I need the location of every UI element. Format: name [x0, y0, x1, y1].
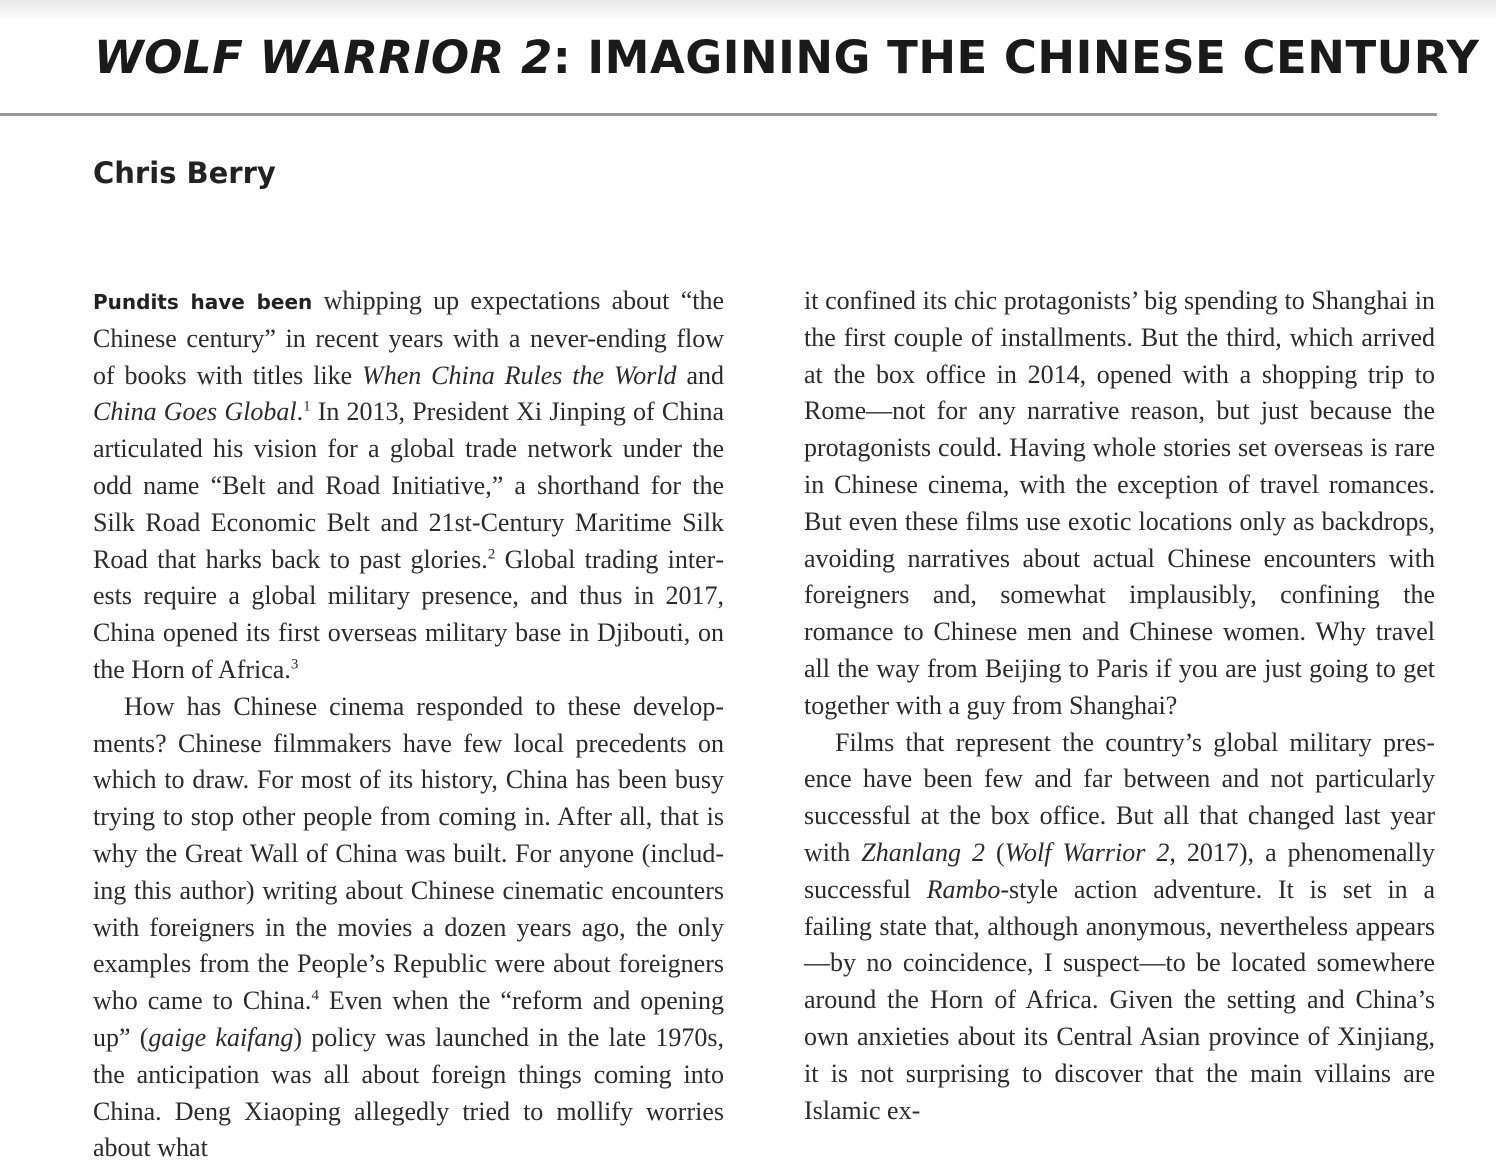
- text-run: ) policy was launched in the late 1970s, the anticipation was all about foreign things coming into China. Deng Xiaoping allegedly tried to mollify worries about what: [93, 1022, 724, 1163]
- title-subtitle: : IMAGINING THE CHINESE CENTURY: [552, 31, 1480, 84]
- footnote-marker[interactable]: 1: [303, 398, 311, 415]
- lead-in: Pundits have been: [93, 290, 313, 314]
- title-film-name: WOLF WARRIOR 2: [94, 31, 553, 84]
- footnote-marker[interactable]: 4: [311, 987, 319, 1004]
- film-title: Rambo: [926, 874, 1001, 904]
- text-run: -style action adventure. It is set in a failing state that, although anonymous, nevertheless appears—by no coincidence, I suspect—to be located somewhere around the Horn of Africa. Given the setting and China’s own anxieties about its Central Asian province of Xinjiang, it is not surprising to discover that the main villains are Islamic ex-: [804, 874, 1435, 1125]
- text-run: Even when the “reform and opening up” (: [93, 986, 724, 1052]
- film-title: Wolf Warrior 2: [1004, 837, 1170, 867]
- text-run: Global trading interests require a global military presence, and thus in 2017, China opened its first overseas military base in Djibouti, on the Horn of Africa.: [93, 544, 724, 684]
- paragraph-3: [804, 283, 1435, 725]
- text-run: , 2017), a phenomenally successful: [804, 837, 1435, 904]
- paragraph-4: [804, 725, 1435, 1130]
- text-run: and: [676, 360, 725, 390]
- book-title: When China Rules the World: [362, 360, 677, 390]
- right-column: [804, 283, 1435, 1129]
- author-name: Chris Berry: [93, 156, 276, 190]
- paragraph-2: [93, 689, 724, 1167]
- text-run: .: [296, 397, 304, 427]
- text-run: whipping up expectations about “the Chinese century” in recent years with a never-ending flow of books with titles like: [93, 286, 725, 390]
- article-title: [94, 28, 1480, 88]
- footnote-marker[interactable]: 3: [290, 656, 299, 673]
- text-run: it confined its chic protagonists’ big spending to Shanghai in the first couple of installments. But the third, which arrived at the box office in 2014, opened with a shopping trip to Rome—not for any narrative reason, but just because the protagonists could. Having whole stories set overseas is rare in Chinese cinema, with the exception of travel romances. But even these films use exotic locations only as backdrops, avoiding narratives about actual Chinese encounters with foreigners and, somewhat implausibly, confining the romance to Chinese men and Chinese women. Why travel all the way from Beijing to Paris if you are just going to get together with a guy from Shanghai?: [804, 286, 1435, 720]
- book-title: China Goes Global: [93, 397, 297, 427]
- film-title: Zhanlang 2: [861, 837, 985, 867]
- left-column: [93, 283, 724, 1167]
- text-run: Films that represent the country’s global military presence have been few and far between and not particularly successful at the box office. But all that changed last year with: [804, 727, 1435, 867]
- paragraph-1: [93, 283, 724, 689]
- text-run: (: [985, 837, 1005, 867]
- footnote-marker[interactable]: 2: [487, 545, 496, 562]
- top-shadow: [0, 0, 1496, 22]
- title-rule: [0, 113, 1437, 116]
- chinese-term: gaige kaifang: [148, 1022, 294, 1052]
- text-run: How has Chinese cinema responded to these developments? Chinese filmmakers have few local precedents on which to draw. For most of its history, China has been busy trying to stop other people from coming in. After all, that is why the Great Wall of China was built. For anyone (including this author) writing about Chinese cinematic encounters with foreigners in the movies a dozen years ago, the only examples from the People’s Republic were about foreigners who came to China.: [93, 691, 724, 1016]
- text-run: In 2013, President Xi Jinping of China articulated his vision for a global trade network under the odd name “Belt and Road Initiative,” a shorthand for the Silk Road Economic Belt and 21st-Century Maritime Silk Road that harks back to past glories.: [93, 397, 724, 574]
